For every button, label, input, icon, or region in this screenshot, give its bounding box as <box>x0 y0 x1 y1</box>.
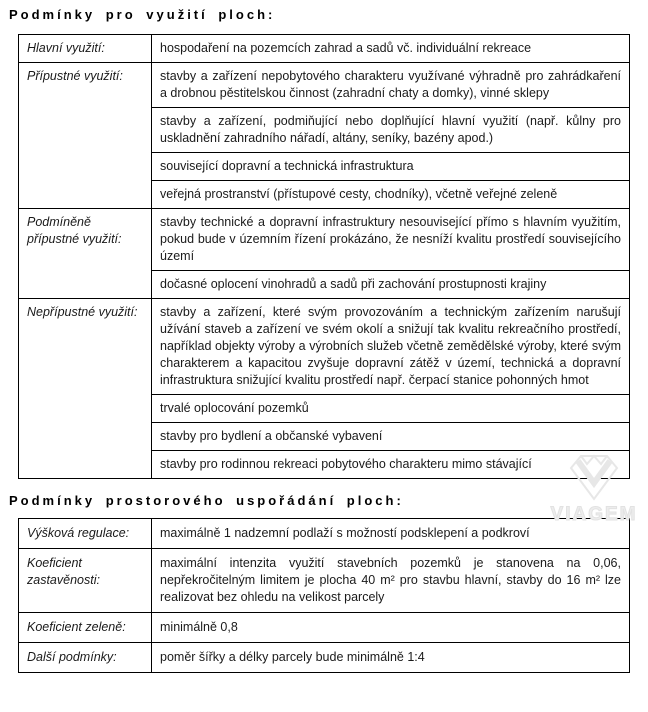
table-row <box>19 643 630 673</box>
land-use-section-title: Podmínky pro využití ploch: <box>9 7 276 22</box>
row-value: stavby pro rodinnou rekreaci pobytového charakteru mimo stávající <box>152 451 630 479</box>
row-value: stavby technické a dopravní infrastruktury nesouvisející přímo s hlavním využitím, pokud bude v územním řízení prokázáno, že nesníží kvalitu prostředí souvisejícího území <box>152 209 630 271</box>
row-value: minimálně 0,8 <box>152 613 630 643</box>
row-value: trvalé oplocování pozemků <box>152 395 630 423</box>
row-label: Přípustné využití: <box>19 63 152 209</box>
table-row <box>19 299 630 395</box>
row-value: stavby a zařízení, podmiňující nebo doplňující hlavní využití (např. kůlny pro uskladnění zahradního nářadí, altány, seníky, bazény apod.) <box>152 108 630 153</box>
land-use-table <box>18 34 630 479</box>
row-label: Nepřípustné využití: <box>19 299 152 479</box>
table-row <box>19 209 630 271</box>
table-row <box>19 549 630 613</box>
table-row <box>19 35 630 63</box>
row-label: Koeficient zeleně: <box>19 613 152 643</box>
spatial-section-title: Podmínky prostorového uspořádání ploch: <box>9 493 404 508</box>
row-value: poměr šířky a délky parcely bude minimálně 1:4 <box>152 643 630 673</box>
row-value: veřejná prostranství (přístupové cesty, chodníky), včetně veřejné zeleně <box>152 181 630 209</box>
row-value: stavby a zařízení, které svým provozováním a technickým zařízením narušují užívání staveb a zařízení ve svém okolí a snižují tak kvalitu rekreačního prostředí, například objekty výroby a výrobních služeb včetně zemědělské výroby, které svým charakterem a kapacitou zvyšuje dopravní zátěž v území, technická a dopravní infrastruktura snižující kvalitu prostředí např. čerpací stanice pohonných hmot <box>152 299 630 395</box>
row-label: Hlavní využití: <box>19 35 152 63</box>
row-value: stavby a zařízení nepobytového charakteru využívané výhradně pro zahrádkaření a drobnou pěstitelskou činnost (zahradní chaty a domky), vinné sklepy <box>152 63 630 108</box>
row-label: Koeficient zastavěnosti: <box>19 549 152 613</box>
row-value: související dopravní a technická infrastruktura <box>152 153 630 181</box>
row-value: maximálně 1 nadzemní podlaží s možností podsklepení a podkroví <box>152 519 630 549</box>
row-label: Výšková regulace: <box>19 519 152 549</box>
spatial-table <box>18 518 630 673</box>
row-value: stavby pro bydlení a občanské vybavení <box>152 423 630 451</box>
table-row <box>19 519 630 549</box>
row-value: dočasné oplocení vinohradů a sadů při zachování prostupnosti krajiny <box>152 271 630 299</box>
row-label: Podmíněně přípustné využití: <box>19 209 152 299</box>
row-value: hospodaření na pozemcích zahrad a sadů vč. individuální rekreace <box>152 35 630 63</box>
row-value: maximální intenzita využití stavebních pozemků je stanovena na 0,06, nepřekročitelným limitem je plocha 40 m² pro stavbu hlavní, stavby do 16 m² lze realizovat bez ohledu na velikost parcely <box>152 549 630 613</box>
row-label: Další podmínky: <box>19 643 152 673</box>
table-row <box>19 63 630 108</box>
watermark-text: VIAGEM <box>550 504 638 525</box>
table-row <box>19 613 630 643</box>
